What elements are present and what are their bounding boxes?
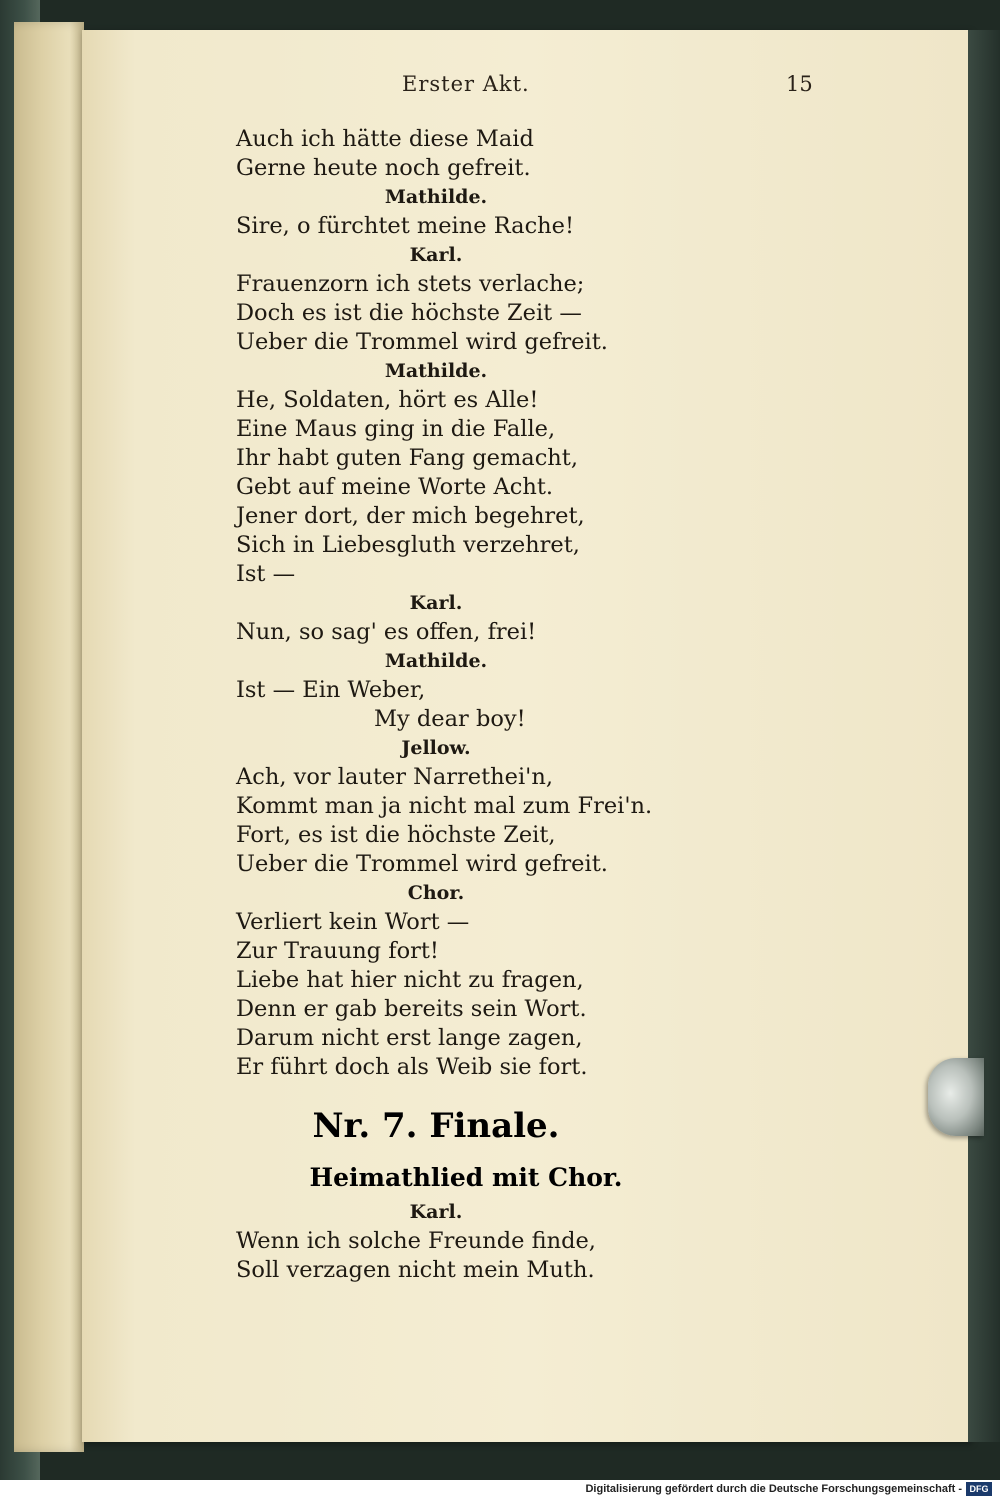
verse-line: Ueber die Trommel wird gefreit.	[236, 851, 608, 877]
facing-page-edge	[14, 22, 84, 1452]
running-head: Erster Akt.	[402, 72, 530, 96]
section-subtitle: Heimathlied mit Chor.	[309, 1163, 623, 1192]
speaker-name: Mathilde.	[384, 360, 488, 382]
page-holder-clip	[928, 1058, 984, 1136]
speaker-name: Mathilde.	[384, 650, 488, 672]
speaker-name: Karl.	[409, 1201, 463, 1223]
digitization-credit: Digitalisierung gefördert durch die Deutsche Forschungsgemeinschaft -	[585, 1483, 962, 1495]
verse-line: Gebt auf meine Worte Acht.	[236, 474, 554, 500]
verse-line: Er führt doch als Weib sie fort.	[236, 1054, 588, 1080]
verse-line: Eine Maus ging in die Falle,	[236, 416, 556, 442]
verse-line: Auch ich hätte diese Maid	[236, 126, 534, 152]
verse-line: Darum nicht erst lange zagen,	[236, 1025, 583, 1051]
verse-line: Fort, es ist die höchste Zeit,	[236, 822, 556, 848]
verse-line: Ihr habt guten Fang gemacht,	[236, 445, 578, 471]
speaker-name: Karl.	[409, 592, 463, 614]
verse-line: Gerne heute noch gefreit.	[236, 155, 531, 181]
libretto-text	[236, 125, 796, 1285]
verse-line: Ist —	[236, 561, 296, 587]
verse-line: Wenn ich solche Freunde finde,	[236, 1228, 596, 1254]
verse-line: Kommt man ja nicht mal zum Frei'n.	[236, 793, 653, 819]
verse-line: Denn er gab bereits sein Wort.	[236, 996, 587, 1022]
verse-line: Zur Trauung fort!	[236, 938, 439, 964]
scanner-background-right	[968, 30, 1000, 1442]
verse-line-indented: My dear boy!	[374, 706, 526, 732]
verse-line: Verliert kein Wort —	[236, 909, 470, 935]
verse-line: Sich in Liebesgluth verzehret,	[236, 532, 580, 558]
dfg-logo: DFG	[966, 1482, 992, 1496]
verse-line: Frauenzorn ich stets verlache;	[236, 271, 585, 297]
verse-line: Ueber die Trommel wird gefreit.	[236, 329, 608, 355]
verse-line: Doch es ist die höchste Zeit —	[236, 300, 582, 326]
page-header	[0, 72, 1000, 102]
page-number: 15	[786, 72, 813, 96]
speaker-name: Mathilde.	[384, 186, 488, 208]
verse-line: Soll verzagen nicht mein Muth.	[236, 1257, 595, 1283]
verse-line: Nun, so sag' es offen, frei!	[236, 619, 537, 645]
verse-line: Sire, o fürchtet meine Rache!	[236, 213, 575, 239]
verse-line: Ist — Ein Weber,	[236, 677, 426, 703]
verse-line: Liebe hat hier nicht zu fragen,	[236, 967, 584, 993]
speaker-name: Karl.	[409, 244, 463, 266]
speaker-name: Jellow.	[401, 737, 471, 759]
verse-line: Ach, vor lauter Narrethei'n,	[236, 764, 553, 790]
verse-line: Jener dort, der mich begehret,	[236, 503, 585, 529]
section-title: Nr. 7. Finale.	[312, 1106, 560, 1146]
verse-line: He, Soldaten, hört es Alle!	[236, 387, 539, 413]
speaker-name: Chor.	[407, 882, 465, 904]
